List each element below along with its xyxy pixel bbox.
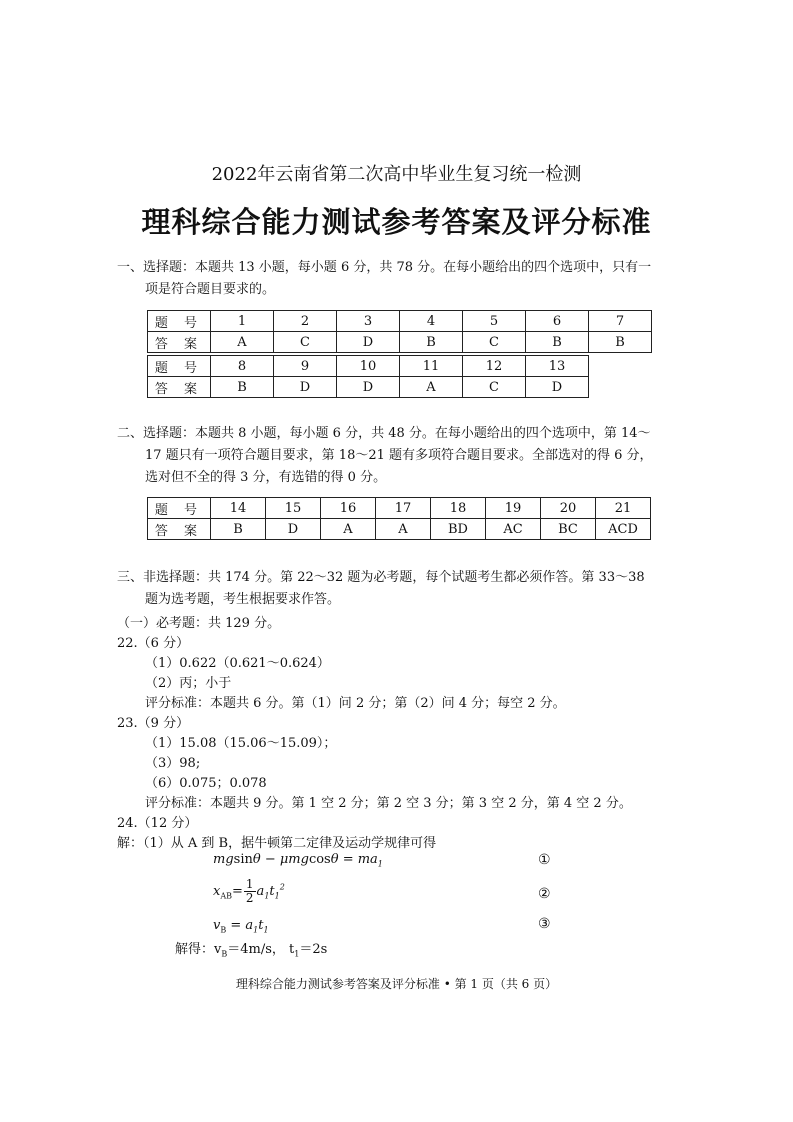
section3-intro-line1: 三、非选择题：共 174 分。第 22～32 题为必考题，每个试题考生都必须作答。第 33～38 [117,570,645,585]
section2-intro-line3: 选对但不全的得 3 分，有选错的得 0 分。 [145,470,387,485]
q24-result [175,938,327,959]
q23-heading: 23.（9 分） [117,716,190,731]
q22-answer-2: （2）丙；小于 [145,676,232,691]
row-label-answer: 答 案 [148,377,211,398]
table-cell: A [400,377,463,398]
table-row [148,356,589,377]
table-row [148,498,651,519]
table-cell: B [400,332,463,353]
result-sub-1: 1 [294,949,300,959]
table-cell: B [211,519,266,540]
table-cell: ACD [596,519,651,540]
exam-title: 2022年云南省第二次高中毕业生复习统一检测 [211,164,582,185]
table-cell: D [266,519,321,540]
table-cell: 9 [274,356,337,377]
equation-3-number: ③ [538,916,551,932]
q22-answer-1: （1）0.622（0.621～0.624） [145,656,330,671]
table-cell: B [211,377,274,398]
table-cell: 1 [211,311,274,332]
table-cell: A [321,519,376,540]
table-cell: 5 [463,311,526,332]
table-cell: 14 [211,498,266,519]
row-label-question: 题 号 [148,498,211,519]
table-cell: D [274,377,337,398]
row-label-question: 题 号 [148,311,211,332]
section1-intro-line2: 项是符合题目要求的。 [145,282,276,297]
table-cell: 16 [321,498,376,519]
result-end: ＝2s [299,942,328,957]
table-cell: AC [486,519,541,540]
table-cell: A [211,332,274,353]
section2-intro-line2: 17 题只有一项符合题目要求，第 18～21 题有多项符合题目要求。全部选对的得 6 分， [145,448,653,463]
table-cell: 7 [589,311,652,332]
table-cell: 15 [266,498,321,519]
equation-2: $x_{AB}=$ $\frac{1}{2}$ $a_1t_1^2$ [213,877,285,905]
table-cell: 6 [526,311,589,332]
q23-answer-1: （1）15.08（15.06～15.09）； [145,736,337,751]
table-cell: 10 [337,356,400,377]
result-text: 解得：v [175,942,222,957]
q23-answer-2: （3）98; [145,756,201,771]
result-tail: ＝4m/s， t [227,942,295,957]
row-label-answer: 答 案 [148,332,211,353]
result-sub-b: B [221,949,228,959]
equation-2-number: ② [538,886,551,902]
table-row [148,377,589,398]
table-row [148,332,652,353]
required-heading: （一）必考题：共 129 分。 [117,616,281,631]
row-label-answer: 答 案 [148,519,211,540]
table-cell: C [463,377,526,398]
table-cell: C [274,332,337,353]
section3-intro-line2: 题为选考题，考生根据要求作答。 [145,592,341,607]
table-cell: D [337,332,400,353]
table-cell: 13 [526,356,589,377]
q22-scoring: 评分标准：本题共 6 分。第（1）问 2 分；第（2）问 4 分；每空 2 分。 [145,696,566,711]
table-cell: 8 [211,356,274,377]
section1-answer-table-2 [147,355,589,398]
table-row [148,519,651,540]
q23-scoring: 评分标准：本题共 9 分。第 1 空 2 分；第 2 空 3 分；第 3 空 2 分，第 4 空 2 分。 [145,796,632,811]
table-cell: 4 [400,311,463,332]
table-cell: 21 [596,498,651,519]
table-cell: 20 [541,498,596,519]
table-cell: 17 [376,498,431,519]
table-cell: D [526,377,589,398]
table-cell: 19 [486,498,541,519]
equation-1: $mgsin\theta - \mu mgcos\theta = ma_1$ [213,852,383,869]
table-cell: B [589,332,652,353]
q24-solution-intro: 解：（1）从 A 到 B，据牛顿第二定律及运动学规律可得 [117,836,437,851]
table-cell: 12 [463,356,526,377]
table-cell: B [526,332,589,353]
q24-heading: 24.（12 分） [117,816,198,831]
table-cell: 3 [337,311,400,332]
row-label-question: 题 号 [148,356,211,377]
section2-answer-table [147,497,651,540]
table-cell: 2 [274,311,337,332]
page-footer: 理科综合能力测试参考答案及评分标准 • 第 1 页（共 6 页） [235,977,558,991]
table-cell: D [337,377,400,398]
q22-heading: 22.（6 分） [117,636,190,651]
table-cell: 18 [431,498,486,519]
document-title: 理科综合能力测试参考答案及评分标准 [141,205,652,239]
table-cell: C [463,332,526,353]
section2-intro-line1: 二、选择题：本题共 8 小题，每小题 6 分，共 48 分。在每小题给出的四个选项中，第 14～ [117,426,651,441]
table-row [148,311,652,332]
q23-answer-3: （6）0.075；0.078 [145,776,267,791]
table-cell: BC [541,519,596,540]
table-cell: A [376,519,431,540]
section1-intro-line1: 一、选择题：本题共 13 小题，每小题 6 分，共 78 分。在每小题给出的四个选项中，只有一 [117,260,652,275]
table-cell: 11 [400,356,463,377]
equation-3: $v_B = a_1t_1$ [213,918,269,935]
table-cell: BD [431,519,486,540]
section1-answer-table-1 [147,310,652,353]
equation-1-number: ① [538,852,551,868]
